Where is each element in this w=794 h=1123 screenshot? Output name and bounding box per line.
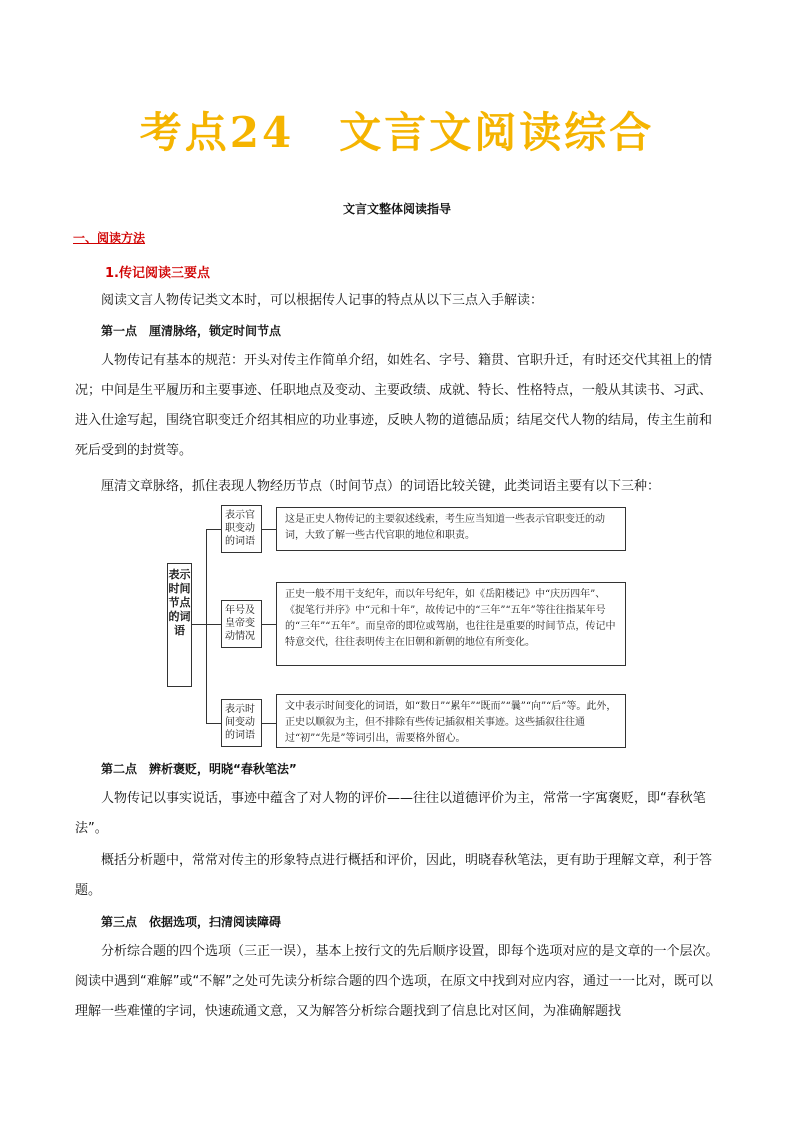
branch-3-category: 表示时间变动的词语 xyxy=(221,699,262,747)
connector-desc-2 xyxy=(262,624,276,625)
connector-branch-3 xyxy=(206,723,221,724)
third-point-paragraph-1: 分析综合题的四个选项（三正一误），基本上按行文的先后顺序设置，即每个选项对应的是文章的一个层次。阅读中遇到“难解”或“不解”之处可先读分析综合题的四个选项，在原文中找到对应内容，通过一一比对，既可以理解一些难懂的字词，快速疏通文意，又为解答分析综合题找到了信息比对区间，为准确解题找 xyxy=(75,944,719,1019)
first-point-paragraph-1: 人物传记有基本的规范：开头对传主作简单介绍，如姓名、字号、籍贯、官职升迁，有时还交代其祖上的情况；中间是生平履历和主要事迹、任职地点及变动、主要政绩、成就、特长、性格特点，一般从其读书、习武、进入仕途写起，围绕官职变迁介绍其相应的功业事迹，反映人物的道德品质；结尾交代人物的结局，传主生前和死后受到的封赏等。 xyxy=(75,353,713,458)
branch-1-category: 表示官职变动的词语 xyxy=(221,505,262,553)
page-subtitle: 文言文整体阅读指导 xyxy=(342,202,451,216)
point-title: 1.传记阅读三要点 xyxy=(105,266,210,281)
second-point-heading: 第二点 辨析褒贬，明晓“春秋笔法” xyxy=(101,762,297,776)
intro-paragraph: 阅读文言人物传记类文本时，可以根据传人记事的特点从以下三点入手解读： xyxy=(101,293,544,308)
second-point-paragraph-1: 人物传记以事实说话，事迹中蕴含了对人物的评价——往往以道德评价为主，常常一字寓褒贬，即“春秋笔法”。 xyxy=(75,791,706,836)
diagram-root-box: 表示时间节点的词语 xyxy=(167,563,192,687)
branch-2-category: 年号及皇帝变动情况 xyxy=(221,600,262,648)
first-point-paragraph-2: 厘清文章脉络，抓住表现人物经历节点（时间节点）的词语比较关键，此类词语主要有以下三种： xyxy=(101,479,661,494)
connector-vertical xyxy=(206,529,207,723)
connector-branch-1 xyxy=(206,529,221,530)
connector-desc-3 xyxy=(262,723,276,724)
section-label: 一、阅读方法 xyxy=(73,231,146,245)
connector-root xyxy=(192,624,206,625)
branch-1-description: 这是正史人物传记的主要叙述线索，考生应当知道一些表示官职变迁的动词，大致了解一些古代官职的地位和职责。 xyxy=(276,507,626,551)
branch-3-description: 文中表示时间变化的词语，如“数日”“累年”“既而”“曩”“向”“后”等。此外，正史以顺叙为主，但不排除有些传记插叙相关事迹。这些插叙往往通过“初”“先是”等词引出，需要格外留心。 xyxy=(276,694,626,748)
second-point-paragraph-2: 概括分析题中，常常对传主的形象特点进行概括和评价，因此，明晓春秋笔法，更有助于理解文章，利于答题。 xyxy=(75,853,713,898)
page-title: 考点24 文言文阅读综合 xyxy=(139,108,655,157)
first-point-heading: 第一点 厘清脉络，锁定时间节点 xyxy=(101,324,282,338)
branch-2-description: 正史一般不用干支纪年，而以年号纪年，如《岳阳楼记》中“庆历四年”、《捉笔行并序》中“元和十年”，故传记中的“三年”“五年”等往往指某年号的“三年”“五年”。而皇帝的即位或驾崩，也往往是重要的时间节点，传记中特意交代，往往表明传主在旧朝和新朝的地位有所变化。 xyxy=(276,582,626,666)
connector-desc-1 xyxy=(262,529,276,530)
connector-branch-2 xyxy=(206,624,221,625)
third-point-heading: 第三点 依据选项，扫清阅读障碍 xyxy=(101,915,282,929)
